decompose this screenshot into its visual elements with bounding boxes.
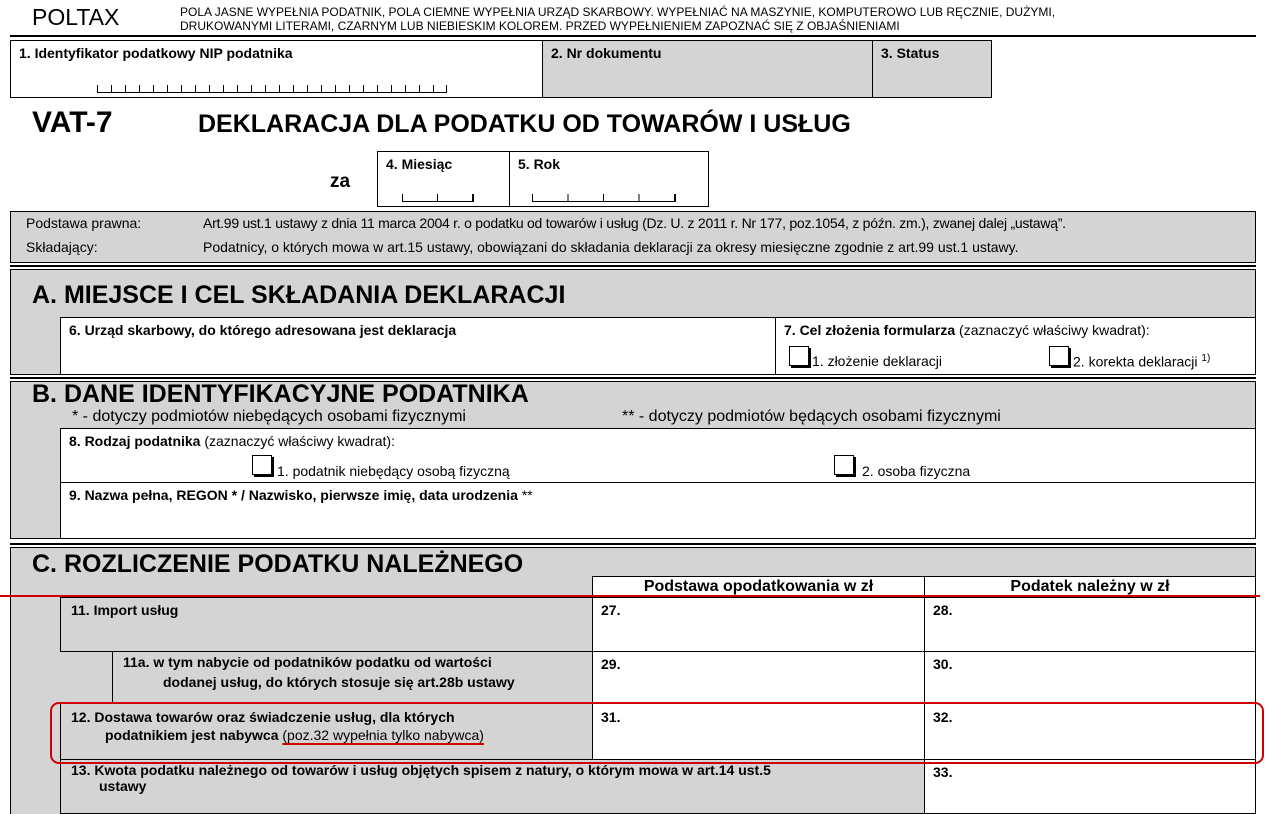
section-b-rule — [10, 377, 1256, 379]
document-number-field — [542, 40, 873, 98]
row-11a-label — [112, 651, 593, 703]
field-29-number: 29. — [601, 656, 621, 672]
declaration-option-label: 1. złożenie deklaracji — [812, 353, 942, 369]
field-28[interactable] — [924, 597, 1256, 652]
natural-person-checkbox[interactable] — [834, 455, 854, 475]
header-rule — [10, 35, 1256, 37]
section-c-heading: C. ROZLICZENIE PODATKU NALEŻNEGO — [32, 550, 524, 578]
legal-basis-label: Podstawa prawna: — [26, 215, 142, 231]
field-30[interactable] — [924, 651, 1256, 703]
purpose-label — [784, 322, 1150, 338]
filer-label: Składający: — [26, 239, 98, 255]
purpose-hint: (zaznaczyć właściwy kwadrat): — [955, 322, 1150, 338]
purpose-label-text: 7. Cel złożenia formularza — [784, 322, 956, 338]
filer-text: Podatnicy, o których mowa w art.15 ustawy, obowiązani do składania deklaracji za okresy miesięczne zgodnie z art.99 ust.1 ustawy. — [203, 239, 1019, 255]
za-label: za — [330, 171, 351, 192]
field-33-number: 33. — [933, 764, 953, 780]
instructions-line2: DRUKOWANYMI LITERAMI, CZARNYM LUB NIEBIESKIM KOLOREM. PRZED WYPEŁNIENIEM ZAPOZNAĆ SIĘ Z OBJAŚNIENIAMI — [180, 19, 900, 33]
form-instructions — [180, 5, 1055, 33]
taxpayer-type-hint: (zaznaczyć właściwy kwadrat): — [200, 433, 395, 449]
taxpayer-type-label — [69, 433, 395, 449]
status-field — [872, 40, 992, 98]
legal-basis-text: Art.99 ust.1 ustawy z dnia 11 marca 2004 r. o podatku od towarów i usług (Dz. U. z 2011 r. Nr 177, poz.1054, z późn. zm.), zwanej dalej „ustawą”. — [203, 215, 1066, 231]
taxpayer-name-suffix: ** — [517, 487, 533, 503]
month-ticks — [402, 194, 474, 202]
field-29[interactable] — [592, 651, 925, 703]
column-header-tax-text: Podatek należny w zł — [1010, 578, 1170, 595]
brand-logo: POLTAX — [32, 4, 120, 30]
row-11a-text-line2: dodanej usług, do których stosuje się art.28b ustawy — [163, 674, 515, 690]
field-31-number: 31. — [601, 709, 621, 725]
instructions-line1: POLA JASNE WYPEŁNIA PODATNIK, POLA CIEMNE WYPEŁNIA URZĄD SKARBOWY. WYPEŁNIAĆ NA MASZYNIE, KOMPUTEROWO LUB RĘCZNIE, DUŻYMI, — [180, 5, 1056, 19]
natural-person-label: 2. osoba fizyczna — [862, 463, 971, 479]
row-13-label — [60, 759, 925, 814]
tax-office-label: 6. Urząd skarbowy, do którego adresowana jest deklaracja — [69, 322, 457, 338]
non-person-checkbox[interactable] — [252, 455, 272, 475]
year-ticks — [532, 194, 676, 202]
section-b-heading: B. DANE IDENTYFIKACYJNE PODATNIKA — [32, 380, 529, 408]
status-label: 3. Status — [881, 45, 940, 61]
taxpayer-name-label-text: 9. Nazwa pełna, REGON * / Nazwisko, pierwsze imię, data urodzenia — [69, 487, 518, 503]
section-c-rule — [10, 543, 1256, 545]
section-a-rule — [10, 265, 1256, 267]
annotation-red-line — [0, 595, 1260, 597]
row-11-label — [60, 597, 593, 652]
declaration-checkbox[interactable] — [789, 346, 809, 366]
row-12-text-line1: 12. Dostawa towarów oraz świadczenie usług, dla których — [71, 709, 455, 725]
form-title: DEKLARACJA DLA PODATKU OD TOWARÓW I USŁUG — [198, 110, 851, 138]
year-field[interactable] — [509, 151, 709, 207]
taxpayer-type-label-text: 8. Rodzaj podatnika — [69, 433, 201, 449]
taxpayer-name-field[interactable] — [60, 482, 1256, 539]
form-code: VAT-7 — [32, 106, 113, 139]
row-13-text-line1: 13. Kwota podatku należnego od towarów i usług objętych spisem z natury, o którym mowa w art.14 ust.5 — [71, 762, 771, 778]
month-field[interactable] — [377, 151, 510, 207]
row-13-text-line2: ustawy — [99, 778, 147, 794]
field-27[interactable] — [592, 597, 925, 652]
correction-option-label — [1073, 353, 1210, 370]
taxpayer-type-field — [60, 428, 1256, 483]
correction-footnote: 1) — [1201, 353, 1211, 364]
column-header-base-text: Podstawa opodatkowania w zł — [643, 578, 874, 595]
field-28-number: 28. — [933, 602, 953, 618]
document-number-label: 2. Nr dokumentu — [551, 45, 662, 61]
annotation-red-frame — [50, 702, 1264, 764]
row-11-text: 11. Import usług — [71, 602, 179, 618]
section-b-note2: ** - dotyczy podmiotów będących osobami fizycznymi — [622, 408, 1001, 425]
non-person-label: 1. podatnik niebędący osobą fizyczną — [277, 463, 510, 479]
row-12-text-line2-main: podatnikiem jest nabywca — [105, 727, 283, 743]
nip-field[interactable] — [10, 40, 543, 98]
field-27-number: 27. — [601, 602, 621, 618]
nip-ticks — [97, 85, 447, 93]
correction-checkbox[interactable] — [1049, 346, 1069, 366]
nip-label: 1. Identyfikator podatkowy NIP podatnika — [19, 45, 293, 61]
year-label: 5. Rok — [518, 156, 561, 172]
field-33[interactable] — [924, 759, 1256, 814]
field-32-number: 32. — [933, 709, 953, 725]
section-a-heading: A. MIEJSCE I CEL SKŁADANIA DEKLARACJI — [32, 281, 566, 309]
correction-option-text: 2. korekta deklaracji — [1073, 353, 1198, 370]
month-label: 4. Miesiąc — [386, 156, 453, 172]
tax-office-field[interactable] — [60, 317, 776, 375]
field-30-number: 30. — [933, 656, 953, 672]
row-11a-text-line1: 11a. w tym nabycie od podatników podatku od wartości — [123, 654, 492, 670]
taxpayer-name-label — [69, 487, 533, 503]
row-12-hint: (poz.32 wypełnia tylko nabywca) — [282, 727, 484, 743]
section-b-note1: * - dotyczy podmiotów niebędących osobami fizycznymi — [72, 408, 466, 425]
